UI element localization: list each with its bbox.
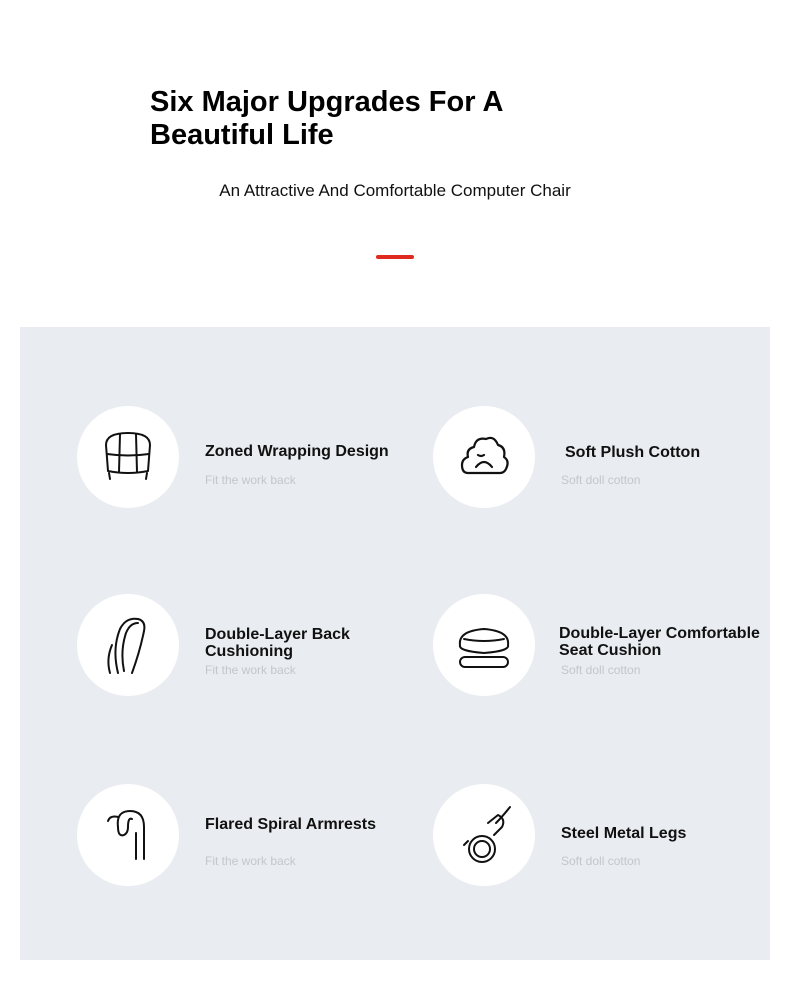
feature-icon-circle xyxy=(77,594,179,696)
feature-soft-plush xyxy=(433,406,773,508)
feature-subtitle: Fit the work back xyxy=(205,473,296,487)
feature-double-layer-back xyxy=(77,594,417,696)
feature-icon-circle xyxy=(433,406,535,508)
feature-icon-circle xyxy=(77,784,179,886)
feature-icon-circle xyxy=(433,784,535,886)
feature-subtitle: Soft doll cotton xyxy=(561,854,641,868)
title-line-1: Six Major Upgrades For A xyxy=(150,86,504,118)
feature-flared-armrests xyxy=(77,784,417,886)
feature-icon-circle xyxy=(433,594,535,696)
feature-title: Double-Layer Back Cushioning xyxy=(205,626,350,660)
feature-subtitle: Fit the work back xyxy=(205,663,296,677)
feature-steel-legs xyxy=(433,784,773,886)
feature-title: Double-Layer Comfortable Seat Cushion xyxy=(559,625,760,659)
caster-wheel-icon xyxy=(454,805,514,865)
armrest-icon xyxy=(98,805,158,865)
feature-subtitle: Soft doll cotton xyxy=(561,473,641,487)
seat-cushion-icon xyxy=(454,615,514,675)
page-subtitle: An Attractive And Comfortable Computer Chair xyxy=(219,181,571,200)
feature-icon-circle xyxy=(77,406,179,508)
feature-double-layer-seat xyxy=(433,594,773,696)
features-panel xyxy=(20,327,770,960)
title-line-2: Beautiful Life xyxy=(150,119,334,151)
feature-zoned-wrapping xyxy=(77,406,417,508)
accent-divider xyxy=(376,255,414,259)
page-title xyxy=(150,86,630,152)
feature-title: Zoned Wrapping Design xyxy=(205,443,389,460)
backrest-layers-icon xyxy=(98,615,158,675)
feature-title: Flared Spiral Armrests xyxy=(205,816,377,833)
feature-subtitle: Fit the work back xyxy=(205,854,296,868)
plush-cotton-icon xyxy=(454,427,514,487)
feature-title: Steel Metal Legs xyxy=(561,825,687,842)
zoned-backrest-icon xyxy=(98,427,158,487)
feature-subtitle: Soft doll cotton xyxy=(561,663,641,677)
feature-title: Soft Plush Cotton xyxy=(565,444,701,461)
